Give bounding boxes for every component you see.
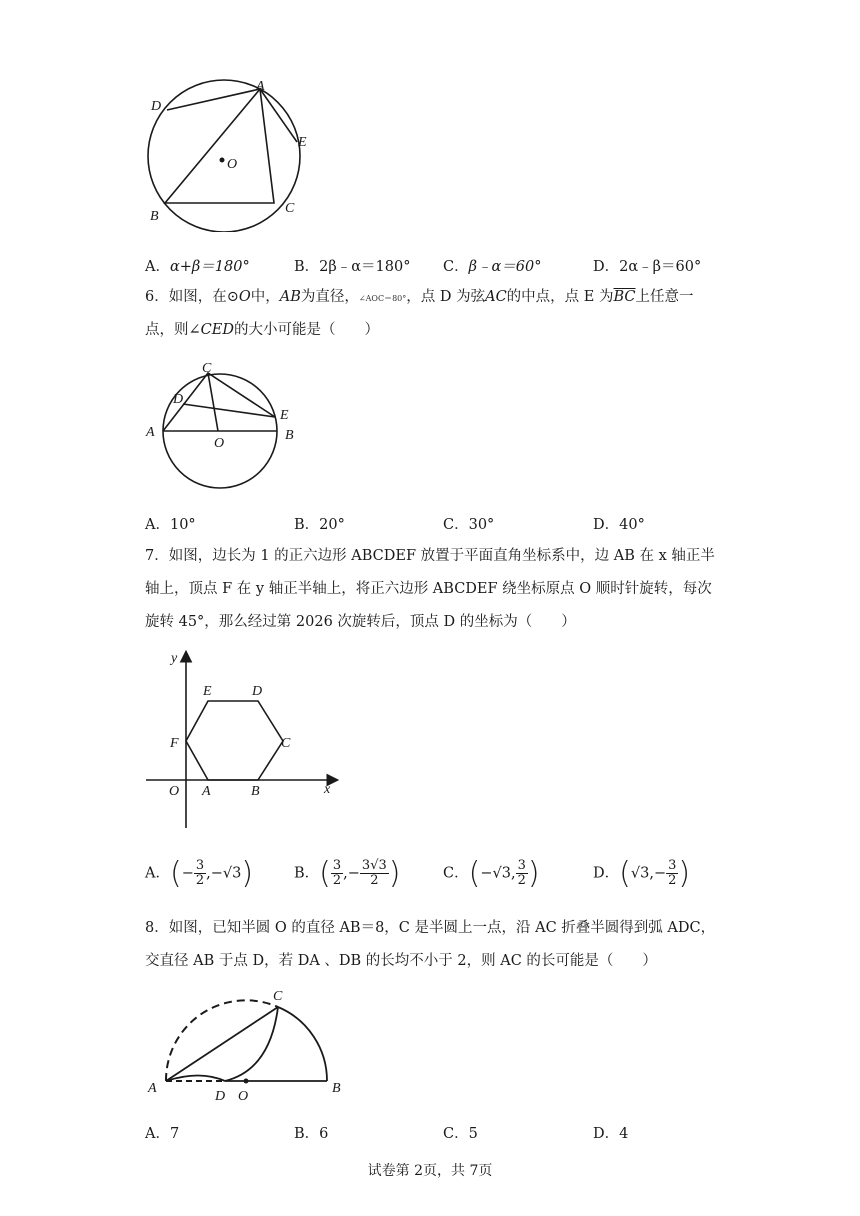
q8-label-B: B bbox=[332, 1081, 341, 1096]
q8-option-b[interactable]: B．6 bbox=[294, 1126, 329, 1142]
q8-question-line1: 8．如图，已知半圆 O 的直径 AB＝8，C 是半圆上一点，沿 AC 折叠半圆得到弧 ADC， bbox=[145, 920, 716, 936]
q6-option-d[interactable]: D．40° bbox=[593, 517, 645, 533]
q5-option-c[interactable]: C．β﹣α＝60° bbox=[443, 259, 542, 275]
q6-label-A: A bbox=[146, 425, 155, 440]
q7-question-line1: 7．如图，边长为 1 的正六边形 ABCDEF 放置于平面直角坐标系中，边 AB 在 x 轴正半 bbox=[145, 548, 715, 564]
q7-option-d[interactable]: D．(√3,− $\frac{3}{2}$ ) bbox=[593, 856, 691, 891]
q5-option-b[interactable]: B．2β﹣α＝180° bbox=[294, 259, 411, 275]
q7-label-A: A bbox=[202, 784, 211, 799]
page-footer: 试卷第 2页，共 7页 bbox=[367, 1163, 493, 1179]
q6-option-c[interactable]: C．30° bbox=[443, 517, 495, 533]
q7-label-F: F bbox=[170, 736, 179, 751]
q7-label-B: B bbox=[251, 784, 260, 799]
q8-label-C: C bbox=[273, 989, 283, 1004]
q6-circle-figure bbox=[140, 355, 310, 495]
q7-label-O: O bbox=[169, 784, 180, 799]
q8-option-d[interactable]: D．4 bbox=[593, 1126, 629, 1142]
q6-label-E: E bbox=[280, 408, 289, 423]
q7-option-a[interactable]: A．(− $\frac{3}{2}$ ,−√3) bbox=[145, 856, 254, 891]
q8-semicircle-figure bbox=[140, 980, 360, 1110]
q7-label-y: y bbox=[171, 651, 178, 666]
q7-question-line2: 轴上，顶点 F 在 y 轴正半轴上，将正六边形 ABCDEF 绕坐标原点 O 顺时针旋转，每次 bbox=[145, 581, 712, 597]
q7-question-line3: 旋转 45°，那么经过第 2026 次旋转后，顶点 D 的坐标为（ ） bbox=[145, 614, 576, 630]
q6-option-b[interactable]: B．20° bbox=[294, 517, 345, 533]
q8-option-c[interactable]: C．5 bbox=[443, 1126, 478, 1142]
q8-label-O: O bbox=[238, 1089, 249, 1104]
q5-label-C: C bbox=[285, 201, 295, 216]
q5-option-d[interactable]: D．2α﹣β＝60° bbox=[593, 259, 702, 275]
q6-label-D: D bbox=[173, 392, 184, 407]
q7-option-c[interactable]: C．(−√3, $\frac{3}{2}$ ) bbox=[443, 856, 540, 891]
q5-label-A: A bbox=[256, 79, 265, 94]
q8-label-D: D bbox=[215, 1089, 226, 1104]
q7-option-b[interactable]: B．( $\frac{3}{2}$ ,− $\frac{3√3}{2}$ ) bbox=[294, 856, 401, 891]
q6-label-B: B bbox=[285, 428, 294, 443]
q5-circle-figure bbox=[140, 72, 320, 232]
q8-label-A: A bbox=[148, 1081, 157, 1096]
q5-label-O: O bbox=[227, 157, 238, 172]
q6-question-line1: 6．如图，在⊙O中，AB为直径，∠AOC＝80°，点 D 为弦AC的中点，点 E 为$\overline{BC}$上任意一 bbox=[145, 289, 694, 305]
q8-option-a[interactable]: A．7 bbox=[145, 1126, 180, 1142]
q7-label-E: E bbox=[203, 684, 212, 699]
q7-label-C: C bbox=[281, 736, 291, 751]
q5-label-E: E bbox=[298, 135, 307, 150]
q6-question-line2: 点，则∠CED的大小可能是（ ） bbox=[145, 322, 379, 338]
q8-question-line2: 交直径 AB 于点 D，若 DA 、DB 的长均不小于 2，则 AC 的长可能是（ ） bbox=[145, 953, 657, 969]
q6-option-a[interactable]: A．10° bbox=[145, 517, 196, 533]
q6-label-C: C bbox=[202, 361, 212, 376]
q7-label-D: D bbox=[252, 684, 263, 699]
q7-hexagon-figure bbox=[140, 645, 350, 835]
q5-label-B: B bbox=[150, 209, 159, 224]
q5-option-a[interactable]: A．α+β＝180° bbox=[145, 259, 250, 275]
q7-label-x: x bbox=[324, 782, 331, 797]
q5-label-D: D bbox=[151, 99, 162, 114]
q6-label-O: O bbox=[214, 436, 225, 451]
